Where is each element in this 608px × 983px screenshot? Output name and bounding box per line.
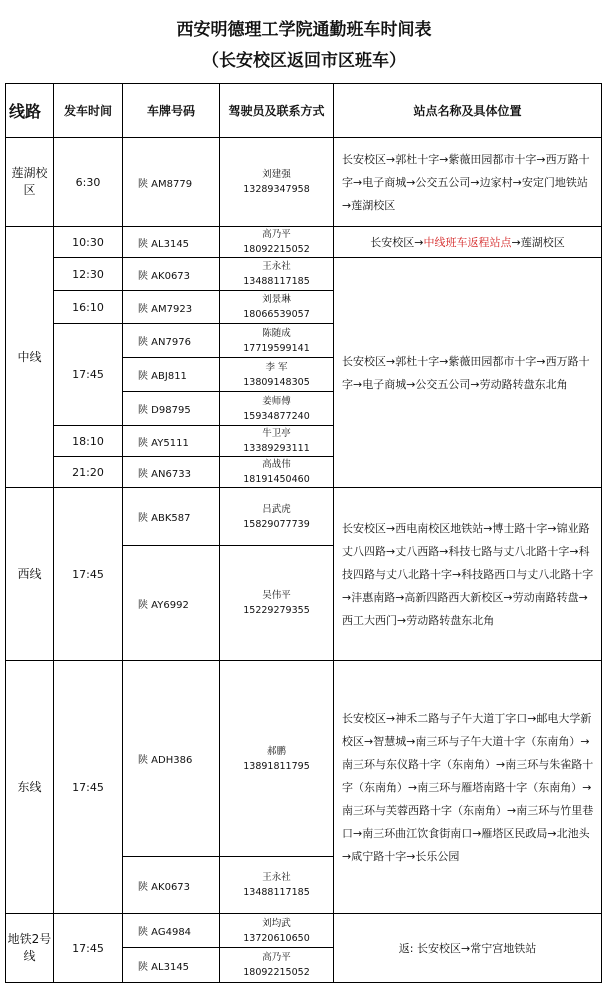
route-name: 东线 — [6, 661, 54, 914]
plate-number: 陕 AG4984 — [123, 914, 220, 948]
driver-phone: 17719599141 — [243, 342, 310, 354]
header-route: 线路 — [6, 84, 54, 138]
driver-name: 刘均武 — [262, 917, 291, 929]
driver-phone: 18191450460 — [243, 474, 310, 485]
plate-number: 陕 AY5111 — [123, 426, 220, 457]
header-driver: 驾驶员及联系方式 — [220, 84, 334, 138]
driver-phone: 13809148305 — [243, 376, 310, 388]
plate-number: 陕 ABJ811 — [123, 358, 220, 392]
stops-list: 长安校区→西电南校区地铁站→博士路十字→锦业路丈八四路→丈八西路→科技七路与丈八北路十字→科技四路与丈八北路十字→科技路西口与丈八北路十字→沣惠南路→高新四路西大新校区→劳动南路转盘→西工大西门→劳动路转盘东北角 — [334, 488, 602, 661]
driver-contact — [220, 948, 334, 983]
stops-text: 长安校区→ — [370, 235, 424, 249]
plate-number: 陕 AM8779 — [123, 138, 220, 227]
stops-highlight: 中线班车返程站点 — [423, 235, 512, 249]
driver-phone: 18092215052 — [243, 244, 310, 255]
departure-time: 17:45 — [54, 488, 123, 661]
stops-list: 返: 长安校区→常宁宫地铁站 — [334, 914, 602, 983]
departure-time: 18:10 — [54, 426, 123, 457]
driver-contact — [220, 914, 334, 948]
table-row — [6, 488, 602, 546]
driver-phone: 13389293111 — [243, 443, 310, 454]
driver-contact — [220, 358, 334, 392]
driver-name: 陈随成 — [262, 327, 291, 339]
driver-name: 吕武虎 — [262, 503, 291, 515]
route-name: 中线 — [6, 227, 54, 488]
departure-time: 12:30 — [54, 258, 123, 291]
departure-time: 10:30 — [54, 227, 123, 258]
departure-time: 17:45 — [54, 661, 123, 914]
departure-time: 16:10 — [54, 291, 123, 324]
driver-name: 高乃平 — [262, 952, 291, 963]
driver-contact — [220, 457, 334, 488]
table-row — [6, 227, 602, 258]
driver-contact — [220, 546, 334, 661]
plate-number: 陕 AL3145 — [123, 227, 220, 258]
plate-number: 陕 AK0673 — [123, 857, 220, 914]
driver-phone: 15934877240 — [243, 410, 310, 422]
driver-contact — [220, 291, 334, 324]
driver-name: 高乃平 — [262, 229, 291, 240]
table-row — [6, 258, 602, 291]
driver-phone: 13488117185 — [243, 276, 310, 287]
table-row — [6, 138, 602, 227]
schedule-table — [5, 83, 602, 983]
driver-name: 吴伟平 — [262, 590, 291, 601]
departure-time: 6:30 — [54, 138, 123, 227]
stops-list — [334, 227, 602, 258]
driver-phone: 18092215052 — [243, 967, 310, 978]
driver-phone: 13720610650 — [243, 932, 310, 944]
plate-number: 陕 ABK587 — [123, 488, 220, 546]
plate-number: 陕 D98795 — [123, 392, 220, 426]
header-time: 发车时间 — [54, 84, 123, 138]
driver-contact — [220, 661, 334, 857]
header-stops: 站点名称及具体位置 — [334, 84, 602, 138]
driver-name: 李 军 — [265, 361, 288, 373]
driver-contact — [220, 258, 334, 291]
driver-contact — [220, 324, 334, 358]
driver-contact — [220, 392, 334, 426]
driver-name: 郝鹏 — [266, 745, 286, 757]
driver-name: 王永社 — [262, 261, 291, 272]
plate-number: 陕 AL3145 — [123, 948, 220, 983]
driver-contact — [220, 857, 334, 914]
route-name: 西线 — [6, 488, 54, 661]
stops-list: 长安校区→郭杜十字→紫薇田园都市十字→西万路十字→电子商城→公交五公司→边家村→安定门地铁站→莲湖校区 — [334, 138, 602, 227]
driver-phone: 18066539057 — [243, 309, 310, 320]
stops-text: →莲湖校区 — [511, 235, 565, 249]
driver-name: 姜师傅 — [262, 395, 291, 407]
driver-name: 高战伟 — [262, 459, 291, 470]
departure-time: 17:45 — [54, 914, 123, 983]
driver-contact — [220, 227, 334, 258]
driver-phone: 13891811795 — [243, 760, 310, 772]
route-name: 莲湖校区 — [6, 138, 54, 227]
plate-number: 陕 AM7923 — [123, 291, 220, 324]
plate-number: 陕 AY6992 — [123, 546, 220, 661]
page-title: 西安明德理工学院通勤班车时间表 — [176, 20, 432, 40]
driver-name: 牛卫亭 — [262, 428, 291, 439]
driver-phone: 13488117185 — [243, 887, 310, 898]
page-subtitle: （长安校区返回市区班车） — [202, 51, 406, 71]
stops-list: 长安校区→神禾二路与子午大道丁字口→邮电大学新校区→智慧城→南三环与子午大道十字（东南角）→南三环与东仪路十字（东南角）→南三环与朱雀路十字（东南角）→南三环与雁塔南路十字（东南角）→南三环与芙蓉西路十字（东南角）→南三环与竹里巷口→南三环曲江饮食街南口→雁塔区民政局→北池头→咸宁路十字→长乐公园 — [334, 661, 602, 914]
header-plate: 车牌号码 — [123, 84, 220, 138]
header-row — [6, 84, 602, 138]
departure-time: 17:45 — [54, 324, 123, 426]
table-row — [6, 661, 602, 857]
driver-name: 王永社 — [262, 872, 291, 883]
driver-phone: 15829077739 — [243, 518, 310, 530]
table-row — [6, 914, 602, 948]
driver-phone: 15229279355 — [243, 605, 310, 616]
driver-contact — [220, 488, 334, 546]
departure-time: 21:20 — [54, 457, 123, 488]
plate-number: 陕 AN6733 — [123, 457, 220, 488]
driver-name: 刘建强 — [262, 169, 291, 180]
stops-list: 长安校区→郭杜十字→紫薇田园都市十字→西万路十字→电子商城→公交五公司→劳动路转盘东北角 — [334, 258, 602, 488]
driver-contact — [220, 426, 334, 457]
driver-name: 刘景琳 — [262, 294, 291, 305]
route-name: 地铁2号线 — [6, 914, 54, 983]
driver-contact — [220, 138, 334, 227]
driver-phone: 13289347958 — [243, 184, 310, 195]
plate-number: 陕 AN7976 — [123, 324, 220, 358]
plate-number: 陕 AK0673 — [123, 258, 220, 291]
plate-number: 陕 ADH386 — [123, 661, 220, 857]
